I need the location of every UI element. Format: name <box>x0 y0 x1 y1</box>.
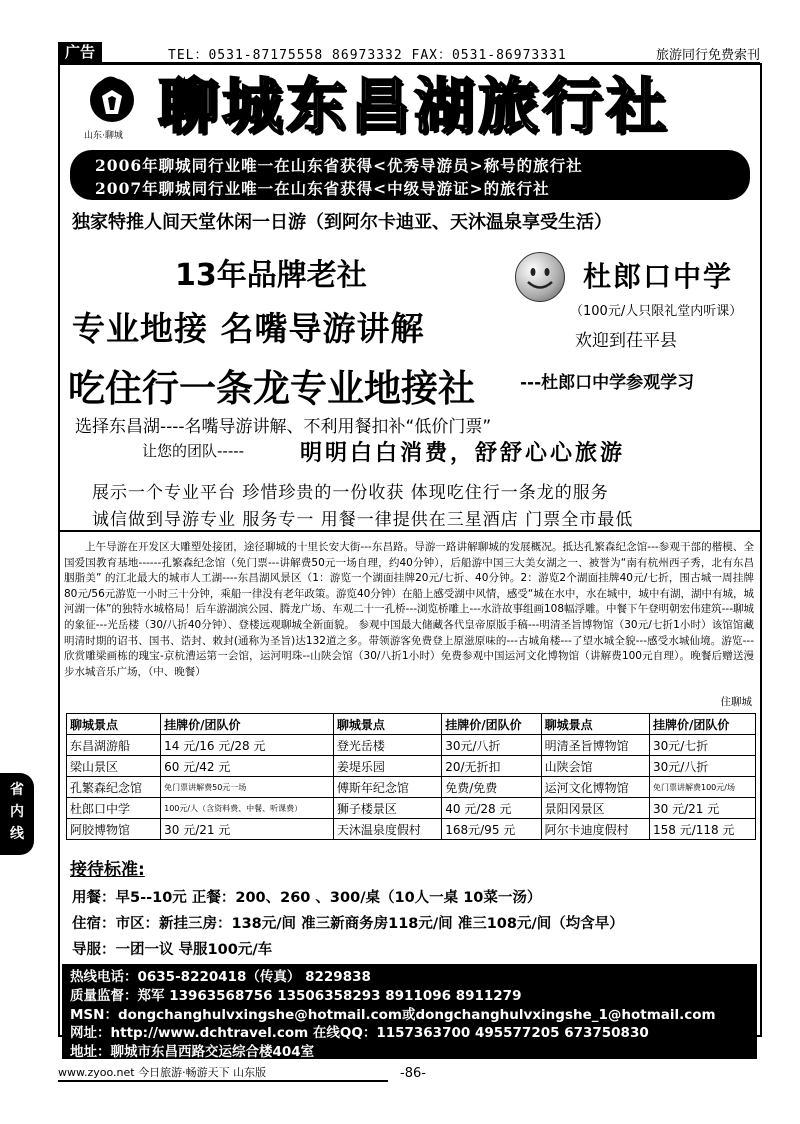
table-cell: 登光岳楼 <box>333 735 441 756</box>
table-cell: 运河文化博物馆 <box>541 777 649 798</box>
table-cell: 阿胶博物馆 <box>67 819 161 840</box>
table-cell: 30元/八折 <box>442 735 541 756</box>
standard-meal: 用餐：早5--10元 正餐：200、260 、300/桌（10人一桌 10菜一汤） <box>72 890 542 906</box>
table-cell: 傅斯年纪念馆 <box>333 777 441 798</box>
dulangkou-price: （100元/人只限礼堂内听课） <box>570 304 743 319</box>
table-cell: 山陕会馆 <box>541 756 649 777</box>
feature-line-2: 诚信做到导游专业 服务专一 用餐一律提供在三星酒店 门票全市最低 <box>92 510 634 530</box>
choose-line: 选择东昌湖----名嘴导游讲解、不利用餐扣补“低价门票” <box>75 417 492 437</box>
table-row <box>67 756 756 777</box>
dulangkou-welcome: 欢迎到茌平县 <box>575 331 677 351</box>
itinerary-text: 上午导游在开发区大雕塑处接团，途径聊城的十里长安大街---东昌路。导游一路讲解聊城的发展概况。抵达孔繁森纪念馆---参观干部的楷模、全国爱国教育基地------孔繁森纪念馆（免门票---讲解费50元一场自理，约40分钟），后船游中国三大美女湖之一、被誉为“南有杭州西子秀，北有东昌胭脂美” 的江北最大的城市人工湖----东昌湖风景区（1：游览一个湖面挂牌20元/七折、40分钟。2：游览2个湖面挂牌40元/七折，围古城一周挂牌80元/56元游览一小时三十分钟，乘船一律没有老年政策。游览40分钟）在船上感受湖中风情，感受“城在水中，水在城中，城中有湖，湖中有城，城河湖一体”的独特水城格局！后车游湖滨公园、腾龙广场、车观二十一孔桥---浏览桥雕上---水浒故事组画108幅浮雕。中餐下午登明朝宏伟建筑---聊城的象征---光岳楼（30/八折40分钟）、登楼远观聊城全新面貌。 参观中国最大储藏各代皇帝原版手稿---明清圣旨博物馆（30元/七折1小时）该馆馆藏明清时期的诏书、国书、诰封、敕封(通称为圣旨)达132道之多。带领游客免费登上原滋原味的---古城角楼---了望水城全貌---感受水城仙境。游览---欣赏雕梁画栋的瑰宝-京杭漕运第一会馆，运河明珠--山陕会馆（30/八折1小时）免费参观中国运河文化博物馆（讲解费100元自理）。晚餐后赠送漫步水城音乐广场，（中、晚餐） <box>64 541 754 678</box>
table-cell: 30 元/21 元 <box>161 819 334 840</box>
slogan-service: 吃住行一条龙专业地接社 <box>68 367 475 410</box>
table-header: 挂牌价/团队价 <box>649 714 755 735</box>
side-tab-char: 线 <box>10 826 24 842</box>
table-cell: 梁山景区 <box>67 756 161 777</box>
table-cell: 孔繁森纪念馆 <box>67 777 161 798</box>
table-row <box>67 819 756 840</box>
table-cell: 40 元/28 元 <box>442 798 541 819</box>
logo-caption: 山东·聊城 <box>84 131 123 141</box>
table-cell: 免门票讲解费100元/场 <box>649 777 755 798</box>
footer-text: www.zyoo.net 今日旅游·畅游天下 山东版 <box>58 1066 267 1079</box>
agency-name: 聊城东昌湖旅行社 <box>158 72 670 142</box>
table-row <box>67 777 756 798</box>
contact-supervisor: 质量监督：郑军 13963568756 13506358293 8911096 8911279 <box>70 987 522 1004</box>
table-cell: 姜堤乐园 <box>333 756 441 777</box>
table-header: 聊城景点 <box>333 714 441 735</box>
contact-msn: MSN：dongchanghulvxingshe@hotmail.com或dongchanghulvxingshe_1@hotmail.com <box>70 1006 716 1023</box>
contact-hotline: 热线电话：0635-8220418（传真） 8229838 <box>70 969 371 985</box>
side-tab-char: 内 <box>10 804 24 820</box>
table-cell: 20/无折扣 <box>442 756 541 777</box>
table-cell: 天沐温泉度假村 <box>333 819 441 840</box>
dulangkou-visit: ---杜郎口中学参观学习 <box>520 373 695 393</box>
table-cell: 30 元/21 元 <box>649 798 755 819</box>
slogan-guide: 专业地接 名嘴导游讲解 <box>72 309 425 348</box>
slogan-brand: 13年品牌老社 <box>175 258 367 293</box>
standard-guide: 导服：一团一议 导服100元/车 <box>72 942 273 958</box>
table-header: 挂牌价/团队价 <box>161 714 334 735</box>
award-line-2006: 2006年聊城同行业唯一在山东省获得<优秀导游员>称号的旅行社 <box>95 156 583 175</box>
table-cell: 景阳冈景区 <box>541 798 649 819</box>
contact-address: 地址：聊城市东昌西路交运综合楼404室 <box>70 1044 315 1061</box>
contact-website: 网址：http://www.dchtravel.com 在线QQ：1157363700 495577205 673750830 <box>70 1025 649 1042</box>
section-divider <box>58 530 760 532</box>
award-line-2007: 2007年聊城同行业唯一在山东省获得<中级导游证>的旅行社 <box>95 179 550 198</box>
table-cell: 60 元/42 元 <box>161 756 334 777</box>
ad-tag: 广告 <box>58 42 102 62</box>
table-header: 聊城景点 <box>67 714 161 735</box>
table-cell: 158 元/118 元 <box>649 819 755 840</box>
table-cell: 免门票讲解费50元一场 <box>161 777 334 798</box>
feature-line-1: 展示一个专业平台 珍惜珍贵的一份收获 体现吃住行一条龙的服务 <box>92 483 609 503</box>
table-cell: 杜郎口中学 <box>67 798 161 819</box>
standard-lodging: 住宿：市区：新挂三房：138元/间 准三新商务房118元/间 准三108元/间（均含早） <box>72 916 624 932</box>
table-header-row <box>67 714 756 735</box>
itinerary-stay: 住聊城 <box>720 696 752 708</box>
province-tab <box>0 773 34 855</box>
header-bar <box>58 40 760 64</box>
table-cell: 阿尔卡迪度假村 <box>541 819 649 840</box>
clear-consumption-slogan: 明明白白消费，舒舒心心旅游 <box>300 440 626 466</box>
table-row <box>67 798 756 819</box>
table-row <box>67 735 756 756</box>
standards-title: 接待标准: <box>70 860 145 880</box>
contact-block <box>62 964 757 1059</box>
side-tab-char: 省 <box>10 782 24 798</box>
dulangkou-title: 杜郎口中学 <box>583 260 734 293</box>
header-index: 旅游同行免费索刊 <box>655 48 760 63</box>
footer-rule <box>58 1080 388 1082</box>
team-line: 让您的团队----- <box>142 442 245 460</box>
table-cell: 100元/人（含资料费、中餐、听课费） <box>161 798 334 819</box>
table-cell: 30元/八折 <box>649 756 755 777</box>
table-cell: 14 元/16 元/28 元 <box>161 735 334 756</box>
footer <box>58 1064 266 1080</box>
price-table <box>66 713 756 840</box>
smiley-icon <box>515 252 565 302</box>
special-tour: 独家特推人间天堂休闲一日游（到阿尔卡迪亚、天沐温泉享受生活） <box>72 212 612 233</box>
table-cell: 东昌湖游船 <box>67 735 161 756</box>
table-cell: 30元/七折 <box>649 735 755 756</box>
table-cell: 168元/95 元 <box>442 819 541 840</box>
header-tel: TEL：0531-87175558 86973332 FAX：0531-86973331 <box>168 48 567 63</box>
table-header: 挂牌价/团队价 <box>442 714 541 735</box>
page-number: -86- <box>400 1066 426 1081</box>
table-cell: 明清圣旨博物馆 <box>541 735 649 756</box>
table-cell: 免费/免费 <box>442 777 541 798</box>
table-cell: 狮子楼景区 <box>333 798 441 819</box>
table-header: 聊城景点 <box>541 714 649 735</box>
